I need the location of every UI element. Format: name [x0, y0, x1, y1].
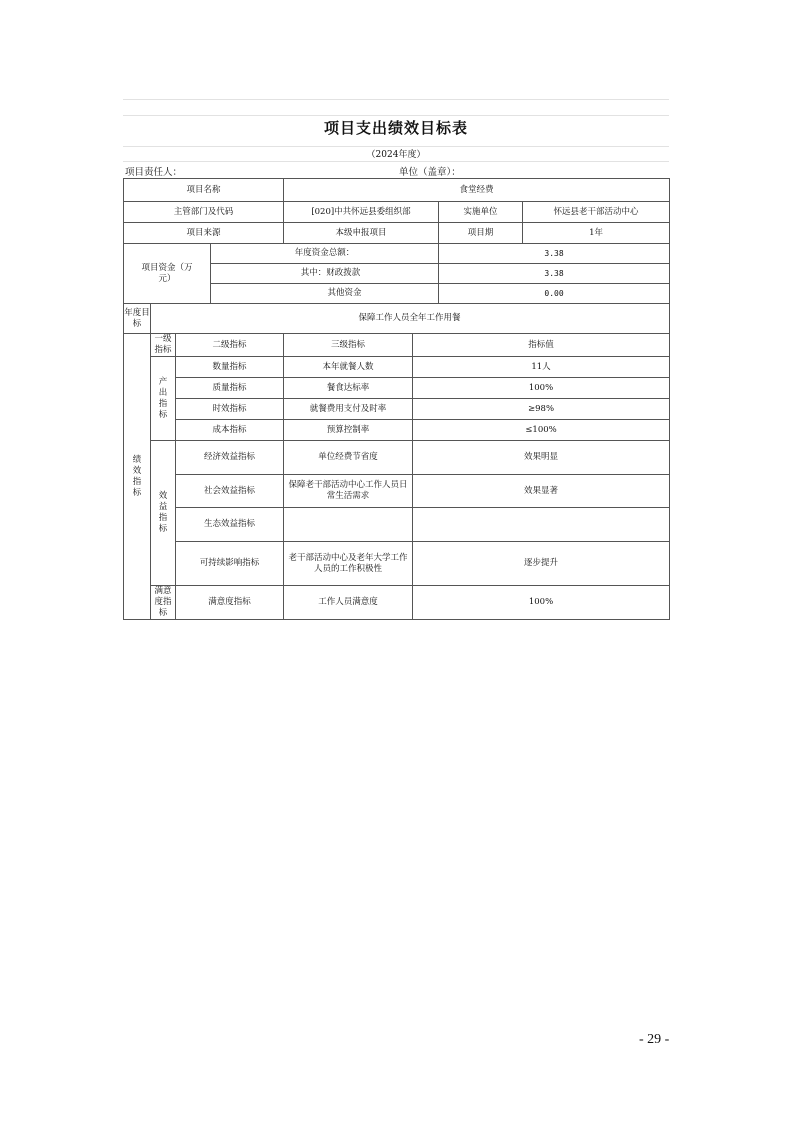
- level1-header: 一级指标: [151, 334, 176, 357]
- output-value: ≤100%: [413, 420, 670, 441]
- performance-table: [123, 178, 670, 620]
- period-value: 1年: [523, 223, 670, 244]
- benefit-l3: [284, 508, 413, 542]
- project-name-label: 项目名称: [124, 179, 284, 202]
- impl-unit-value: 怀远县老干部活动中心: [523, 202, 670, 223]
- sheet-gridline: [123, 161, 669, 162]
- total-funds-value: 3.38: [439, 244, 670, 264]
- page-title: 项目支出绩效目标表: [323, 119, 468, 137]
- other-funds-label: 其他资金: [211, 284, 439, 304]
- output-l2: 成本指标: [176, 420, 284, 441]
- output-value: 100%: [413, 378, 670, 399]
- satisfaction-value: 100%: [413, 586, 670, 620]
- value-header: 指标值: [413, 334, 670, 357]
- benefit-value: 效果明显: [413, 441, 670, 475]
- benefit-l3: 保障老干部活动中心工作人员日常生活需求: [284, 475, 413, 508]
- responsible-label: 项目责任人：: [125, 167, 183, 178]
- total-funds-label: 年度资金总额：: [211, 244, 439, 264]
- dept-value: [020]中共怀远县委组织部: [284, 202, 439, 223]
- benefit-l3: 单位经费节省度: [284, 441, 413, 475]
- fiscal-funds-value: 3.38: [439, 264, 670, 284]
- benefit-indicator-label: 效益指标: [151, 441, 176, 586]
- benefit-l3: 老干部活动中心及老年大学工作人员的工作积极性: [284, 542, 413, 586]
- impl-unit-label: 实施单位: [439, 202, 523, 223]
- output-indicator-label: 产出指标: [151, 357, 176, 441]
- perf-indicator-label: 绩效指标: [124, 334, 151, 620]
- annual-goal-label: 年度目标: [124, 304, 151, 334]
- period-label: 项目期: [439, 223, 523, 244]
- output-value: ≥98%: [413, 399, 670, 420]
- page-number: - 29 -: [639, 1032, 670, 1047]
- source-label: 项目来源: [124, 223, 284, 244]
- fiscal-year: （2024年度）: [366, 150, 426, 160]
- benefit-l2: 社会效益指标: [176, 475, 284, 508]
- satisfaction-l3: 工作人员满意度: [284, 586, 413, 620]
- benefit-value: [413, 508, 670, 542]
- level3-header: 三级指标: [284, 334, 413, 357]
- unit-seal-label: 单位（盖章）：: [399, 167, 461, 178]
- output-l3: 就餐费用支付及时率: [284, 399, 413, 420]
- output-l3: 本年就餐人数: [284, 357, 413, 378]
- benefit-value: 效果显著: [413, 475, 670, 508]
- satisfaction-indicator-label: 满意度指标: [151, 586, 176, 620]
- benefit-l2: 可持续影响指标: [176, 542, 284, 586]
- output-value: 11人: [413, 357, 670, 378]
- funds-label: 项目资金（万元）: [124, 244, 211, 304]
- output-l2: 时效指标: [176, 399, 284, 420]
- other-funds-value: 0.00: [439, 284, 670, 304]
- project-name-value: 食堂经费: [284, 179, 670, 202]
- output-l3: 餐食达标率: [284, 378, 413, 399]
- annual-goal-value: 保障工作人员全年工作用餐: [151, 304, 670, 334]
- source-value: 本级申报项目: [284, 223, 439, 244]
- sheet-gridline: [123, 115, 669, 116]
- level2-header: 二级指标: [176, 334, 284, 357]
- fiscal-funds-label: 其中：财政拨款: [211, 264, 439, 284]
- benefit-value: 逐步提升: [413, 542, 670, 586]
- benefit-l2: 生态效益指标: [176, 508, 284, 542]
- dept-label: 主管部门及代码: [124, 202, 284, 223]
- satisfaction-l2: 满意度指标: [176, 586, 284, 620]
- benefit-l2: 经济效益指标: [176, 441, 284, 475]
- output-l2: 数量指标: [176, 357, 284, 378]
- output-l3: 预算控制率: [284, 420, 413, 441]
- sheet-gridline: [123, 99, 669, 100]
- output-l2: 质量指标: [176, 378, 284, 399]
